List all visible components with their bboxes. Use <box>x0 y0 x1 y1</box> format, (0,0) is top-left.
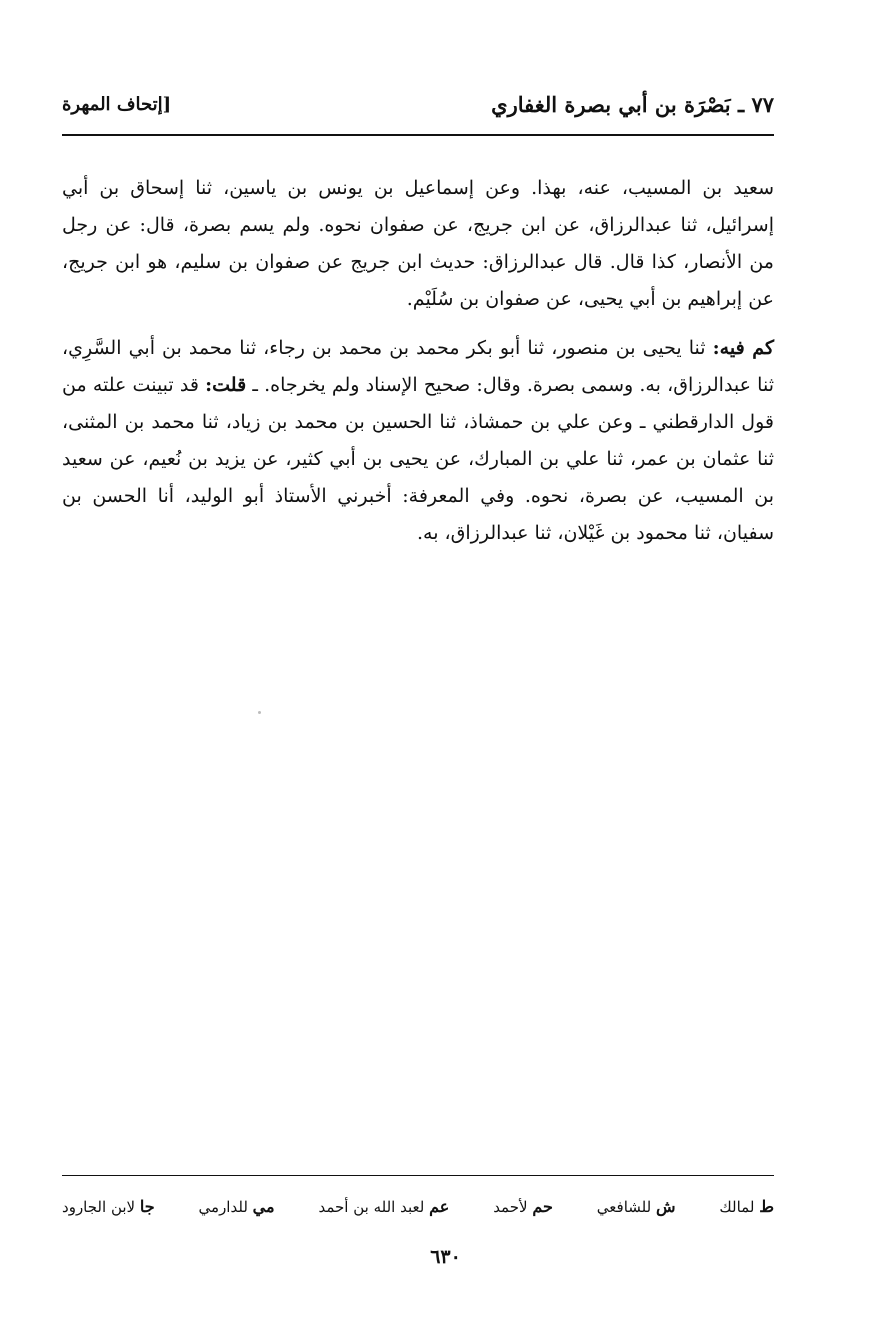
running-header <box>62 84 774 124</box>
abbreviation-name: لأحمد <box>493 1197 528 1216</box>
abbreviation-item <box>62 1197 155 1216</box>
abbreviation-name: للشافعي <box>596 1197 652 1216</box>
abbreviation-item <box>493 1197 553 1216</box>
paragraph-lead: كم فيه: <box>712 337 774 359</box>
abbreviation-item <box>597 1197 676 1216</box>
abbreviation-code: حم <box>532 1196 553 1216</box>
abbreviation-key <box>62 1188 774 1224</box>
book-title: [إتحاف المهرة <box>62 93 172 115</box>
paragraph-inline-heading: قلت: <box>205 374 247 396</box>
abbreviation-code: ش <box>655 1196 676 1216</box>
abbreviation-item <box>199 1197 275 1216</box>
paragraph-text: ثنا يحيى بن منصور، ثنا أبو بكر محمد بن محمد بن رجاء، ثنا محمد بن أبي السَّرِي، ثنا عبدالرزاق، به. وسمى بصرة. وقال: صحيح الإسناد ولم يخرجاه. ـ <box>62 337 774 396</box>
abbreviation-item <box>318 1197 449 1216</box>
header-divider <box>62 134 774 136</box>
scan-speck <box>258 711 261 714</box>
paragraph <box>62 330 774 552</box>
abbreviation-name: للدارمي <box>198 1197 248 1216</box>
page-number: ٦٣٠ <box>430 1246 461 1268</box>
abbreviation-name: لابن الجارود <box>62 1197 136 1216</box>
paragraph-text: سعيد بن المسيب، عنه، بهذا. وعن إسماعيل بن يونس بن ياسين، ثنا إسحاق بن أبي إسرائيل، ثنا عبدالرزاق، عن ابن جريج، عن صفوان نحوه. ولم يسم بصرة، قال: عن رجل من الأنصار، كذا قال. قال عبدالرزاق: حديث ابن جريج عن صفوان بن سليم، هو ابن جريج، عن إبراهيم بن أبي يحيى، عن صفوان بن سُلَيْم. <box>62 177 774 310</box>
abbreviation-code: عم <box>429 1196 450 1216</box>
abbreviation-code: جا <box>139 1196 155 1216</box>
abbreviation-name: لمالك <box>719 1197 755 1216</box>
footer-divider <box>62 1175 774 1176</box>
paragraph-text-continued: قد تبينت علته من قول الدارقطني ـ وعن علي بن حمشاذ، ثنا الحسين بن محمد بن زياد، ثنا محمد بن المثنى، ثنا عثمان بن عمر، ثنا علي بن المبارك، عن يحيى بن أبي كثير، عن يزيد بن نُعيم، عن سعيد بن المسيب، عن بصرة، نحوه. وفي المعرفة: أخبرني الأستاذ أبو الوليد، أنا الحسن بن سفيان، ثنا محمود بن غَيْلان، ثنا عبدالرزاق، به. <box>62 374 774 544</box>
abbreviation-item <box>719 1197 774 1216</box>
abbreviation-code: ط <box>759 1196 774 1216</box>
chapter-title: ٧٧ ـ بَصْرَة بن أبي بصرة الغفاري <box>491 91 774 117</box>
abbreviation-name: لعبد الله بن أحمد <box>318 1197 425 1216</box>
abbreviation-code: مي <box>252 1196 275 1216</box>
paragraph <box>62 170 774 318</box>
main-text <box>62 170 774 552</box>
